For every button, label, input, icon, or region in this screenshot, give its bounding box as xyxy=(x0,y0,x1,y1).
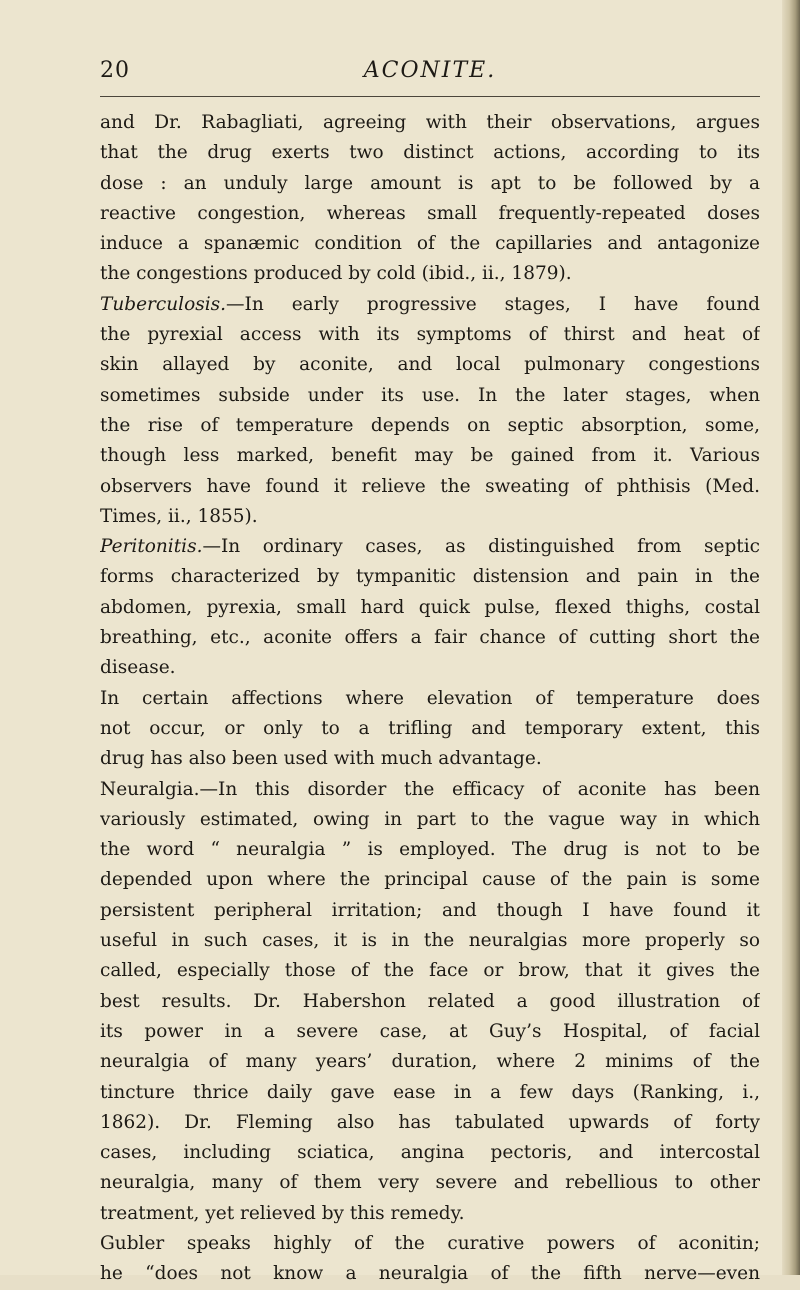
text-line: persistent peripheral irritation; and though I have found it xyxy=(100,899,760,921)
text-line-peritonitis xyxy=(100,532,760,562)
text-line: cases, including sciatica, angina pectoris, and intercostal xyxy=(100,1142,760,1164)
text-line-tuberculosis xyxy=(100,290,760,320)
text-line: he “does not know a neuralgia of the fifth nerve—even xyxy=(100,1263,760,1285)
text-line: sometimes subside under its use. In the later stages, when xyxy=(100,384,760,406)
text-line-rest: —In ordinary cases, as distinguished from septic xyxy=(202,536,760,558)
text-line: In certain affections where elevation of temperature does xyxy=(100,687,760,709)
body-text xyxy=(100,108,760,1290)
text-line: and Dr. Rabagliati, agreeing with their observations, argues xyxy=(100,112,760,133)
text-line: tincture thrice daily gave ease in a few days (Ranking, i., xyxy=(100,1081,760,1103)
page-number: 20 xyxy=(100,58,130,83)
text-line: called, especially those of the face or brow, that it gives the xyxy=(100,960,760,982)
text-line: reactive congestion, whereas small frequently-repeated doses xyxy=(100,202,760,224)
page-edge-shadow xyxy=(782,0,800,1275)
text-line: disease. xyxy=(100,657,176,679)
text-line: forms characterized by tympanitic distension and pain in the xyxy=(100,566,760,588)
text-line: not occur, or only to a trifling and temporary extent, this xyxy=(100,717,760,739)
text-line: though less marked, benefit may be gained from it. Various xyxy=(100,445,760,467)
text-line: Times, ii., 1855). xyxy=(100,505,258,527)
text-line: induce a spanæmic condition of the capillaries and antagonize xyxy=(100,233,760,255)
text-line: treatment, yet relieved by this remedy. xyxy=(100,1202,465,1224)
text-line: the pyrexial access with its symptoms of thirst and heat of xyxy=(100,324,760,346)
text-line: Gubler speaks highly of the curative powers of aconitin; xyxy=(100,1232,760,1254)
text-line: dose : an unduly large amount is apt to be followed by a xyxy=(100,172,760,194)
text-line: useful in such cases, it is in the neuralgias more properly so xyxy=(100,930,760,952)
running-title: ACONITE. xyxy=(363,58,497,83)
text-line: breathing, etc., aconite offers a fair chance of cutting short the xyxy=(100,627,760,649)
text-line: variously estimated, owing in part to the vague way in which xyxy=(100,808,760,830)
header-rule xyxy=(100,96,760,97)
text-line: neuralgia, many of them very severe and rebellious to other xyxy=(100,1172,760,1194)
text-line: the rise of temperature depends on septic absorption, some, xyxy=(100,414,760,436)
text-line-neuralgia: Neuralgia.—In this disorder the efficacy of aconite has been xyxy=(100,778,760,800)
text-line: neuralgia of many years’ duration, where 2 minims of the xyxy=(100,1051,760,1073)
section-heading-peritonitis: Peritonitis. xyxy=(100,536,203,558)
text-line: best results. Dr. Habershon related a good illustration of xyxy=(100,990,760,1012)
section-heading-tuberculosis: Tuberculosis. xyxy=(100,293,227,315)
text-line: observers have found it relieve the sweating of phthisis (Med. xyxy=(100,475,760,497)
text-line: skin allayed by aconite, and local pulmonary congestions xyxy=(100,354,760,376)
text-line: that the drug exerts two distinct actions, according to its xyxy=(100,142,760,164)
text-line: the congestions produced by cold (ibid., ii., 1879). xyxy=(100,263,572,285)
text-line: depended upon where the principal cause of the pain is some xyxy=(100,869,760,891)
text-line: the word “ neuralgia ” is employed. The drug is not to be xyxy=(100,839,760,861)
text-line: abdomen, pyrexia, small hard quick pulse, flexed thighs, costal xyxy=(100,596,760,618)
page-header xyxy=(100,52,760,88)
text-line-rest: —In early progressive stages, I have found xyxy=(226,293,760,315)
text-line: 1862). Dr. Fleming also has tabulated upwards of forty xyxy=(100,1111,760,1133)
text-line: drug has also been used with much advantage. xyxy=(100,748,542,770)
text-line: its power in a severe case, at Guy’s Hospital, of facial xyxy=(100,1020,760,1042)
